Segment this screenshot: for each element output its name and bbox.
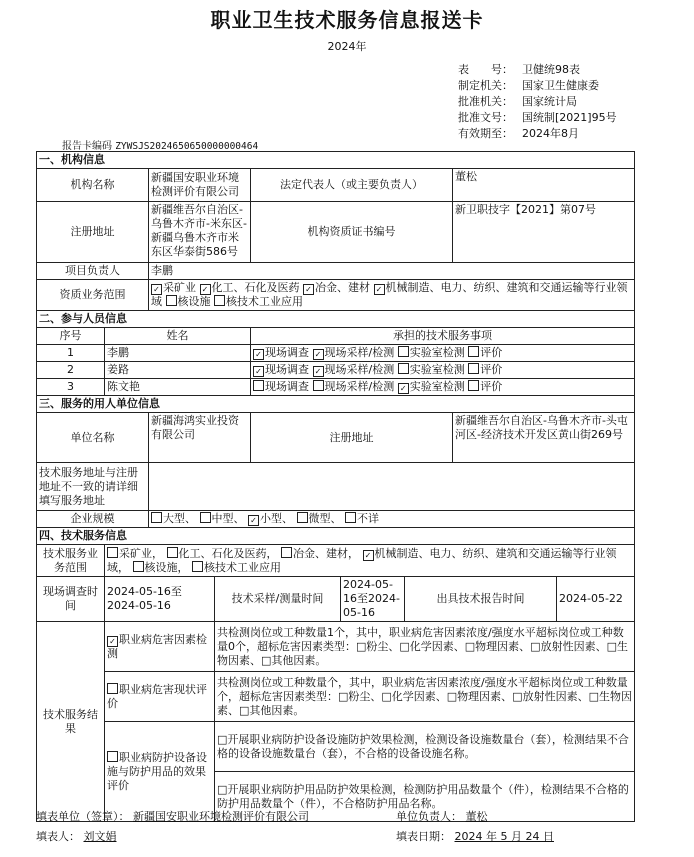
meta-key: 制定机关： [458,79,513,92]
reg-address: 新疆维吾尔自治区-乌鲁木齐市-米东区-新疆乌鲁木齐市米东区华泰街586号 [149,202,251,263]
scope-item [166,295,211,308]
checkbox-icon[interactable] [200,284,211,295]
staff-name: 李鹏 [105,345,251,362]
size-option: 小型 [260,512,282,525]
scope-item-label: 核技术工业应用 [226,295,303,308]
task-label: 评价 [480,363,503,376]
date-value: 2024 年 5 月 24 日 [454,830,554,843]
meta-value: 2024年8月 [522,127,579,140]
reg-address-label: 注册地址 [37,202,149,263]
staff-tasks [251,362,635,379]
report-card-table [36,151,635,822]
meta-value: 国家统计局 [522,95,577,108]
task-label: 实验室检测 [409,363,465,376]
task-label: 现场调查 [265,363,309,376]
checkbox-icon[interactable] [151,284,162,295]
result-detection: 共检测岗位或工种数量1个，其中，职业病危害因素浓度/强度水平超标岗位或工种数量0个，超标危害因素类型：□粉尘、□化学因素、□物理因素、□放射性因素、□生物因素、□其他因素。 [215,622,635,672]
size-option: 微型 [308,512,331,525]
meta-key: 批准机关： [458,95,513,108]
checkbox-icon[interactable] [133,561,144,572]
size-option: 不详 [357,512,379,525]
task-label: 评价 [480,380,503,393]
employer-name-label: 单位名称 [37,413,149,463]
staff-no: 3 [37,379,105,396]
staff-row [37,345,635,362]
checkbox-icon[interactable] [468,346,479,357]
staff-name: 姜路 [105,362,251,379]
scope-item [214,295,303,308]
staff-row [37,379,635,396]
checkbox-icon[interactable] [253,380,264,391]
project-manager: 李鹏 [149,263,635,280]
result-assessment-label [105,672,215,722]
result-detection-label [105,622,215,672]
staff-name: 陈文艳 [105,379,251,396]
result-label: 技术服务结果 [37,622,105,822]
page-title: 职业卫生技术服务信息报送卡 [210,8,484,32]
result-assessment: 共检测岗位或工种数量个，其中，职业病危害因素浓度/强度水平超标岗位或工种数量个，超标危害因素类型：□粉尘、□化学因素、□物理因素、□放射性因素、□生物因素、□其他因素。 [215,672,635,722]
staff-no: 1 [37,345,105,362]
legal-rep: 董松 [453,169,635,202]
checkbox-icon[interactable] [363,550,374,561]
result-protection-gear: □开展职业病防护用品防护效果检测，检测防护用品数量个（件），检测结果不合格的防护用品数量个（件），不合格防护用品名称。 [215,772,635,822]
checkbox-icon[interactable] [107,683,118,694]
checkbox-icon[interactable] [192,561,203,572]
scope-item-label: 冶金、建材 [315,281,370,294]
scope-item [151,281,196,294]
service-address-label: 技术服务地址与注册地址不一致的请详细填写服务地址 [37,463,149,511]
task-label: 现场采样/检测 [324,363,395,376]
footer-head [396,808,488,824]
result-protection-equipment: □开展职业病防护设备设施防护效果检测，检测设备设施数量台（套），检测结果不合格的设备设施数量台（套），不合格的设备设施名称。 [215,722,635,772]
service-scope: 采矿业， 化工、石化及医药， 冶金、建材， ✓机械制造、电力、纺织、建筑和交通运输等行业领域， 核设施， 核技术工业应用 [105,545,635,577]
checkbox-icon[interactable] [345,512,356,523]
legal-rep-label: 法定代表人（或主要负责人） [251,169,453,202]
checkbox-icon[interactable] [313,366,324,377]
scope-item [200,281,300,294]
section-4-heading: 四、技术服务信息 [37,528,635,545]
report-time: 2024-05-22 [557,577,635,622]
scope-item-label: 采矿业 [163,281,196,294]
meta-key: 有效期至： [458,127,513,140]
checkbox-icon[interactable] [398,383,409,394]
filler-label: 填表人： [36,830,80,843]
checkbox-icon[interactable] [468,363,479,374]
scope-item-label: 冶金、建材 [293,546,348,560]
cert-label: 机构资质证书编号 [251,202,453,263]
task-label: 评价 [480,346,503,359]
sampling-time-label: 技术采样/测量时间 [215,577,341,622]
checkbox-icon[interactable] [107,547,118,558]
result-protection-label [105,722,215,822]
scope-item-label: 核技术工业应用 [204,560,281,574]
checkbox-icon[interactable] [313,349,324,360]
scope-item-label: 核设施 [144,560,178,574]
checkbox-icon[interactable] [151,512,162,523]
report-code-value: ZYWSJS2024650650000000464 [115,141,259,152]
staff-no: 2 [37,362,105,379]
checkbox-icon[interactable] [166,295,177,306]
service-scope-label: 技术服务业务范围 [37,545,105,577]
qualification-scope [149,280,635,311]
employer-address-label: 注册地址 [251,413,453,463]
checkbox-icon[interactable] [281,547,292,558]
meta-value: 卫健统98表 [522,63,580,76]
report-code-label: 报告卡编码 [62,141,112,152]
section-1-heading: 一、机构信息 [37,152,635,169]
meta-key: 表 号： [458,63,513,76]
task-label: 现场采样/检测 [324,346,395,359]
sampling-time: 2024-05-16至2024-05-16 [341,577,405,622]
employer-name: 新疆海鸿实业投资有限公司 [149,413,251,463]
report-code [62,137,258,152]
checkbox-icon[interactable] [468,380,479,391]
survey-time: 2024-05-16至2024-05-16 [105,577,215,622]
scope-item [303,281,370,294]
scope-label: 资质业务范围 [37,280,149,311]
org-name-label: 机构名称 [37,169,149,202]
enterprise-size: 大型、 中型、 ✓小型、 微型、 不详 [149,511,635,528]
checkbox-icon[interactable] [297,512,308,523]
footer-date [396,828,554,844]
task-label: 实验室检测 [409,346,465,359]
date-label: 填表日期： [396,830,451,843]
col-name-header: 姓名 [105,328,251,345]
checkbox-icon[interactable] [107,751,118,762]
head-label: 单位负责人： [396,810,462,823]
scope-item-label: 化工、石化及医药 [178,546,267,560]
checkbox-icon[interactable] [398,363,409,374]
pm-label: 项目负责人 [37,263,149,280]
staff-row [37,362,635,379]
section-3-heading: 三、服务的用人单位信息 [37,396,635,413]
checkbox-icon[interactable] [214,295,225,306]
footer-filler [36,828,117,844]
checkbox-icon[interactable] [303,284,314,295]
report-year: 2024年 [327,40,367,53]
col-no-header: 序号 [37,328,105,345]
head-value: 董松 [465,810,488,823]
checkbox-icon[interactable] [248,515,259,526]
checkbox-icon[interactable] [200,512,211,523]
staff-tasks [251,345,635,362]
meta-value: 国统制[2021]95号 [522,111,617,124]
section-2-heading: 二、参与人员信息 [37,311,635,328]
size-label: 企业规模 [37,511,149,528]
result-type-label: 职业病防护设备设施与防护用品的效果评价 [107,750,207,792]
size-option: 大型 [163,512,185,525]
form-meta-block [458,62,617,142]
meta-key: 批准文号： [458,111,513,124]
size-option: 中型 [211,512,234,525]
result-type-label: 职业病危害因素检测 [107,632,207,660]
checkbox-icon[interactable] [313,380,324,391]
cert-number: 新卫职技字【2021】第07号 [453,202,635,263]
scope-item-label: 采矿业 [119,546,152,560]
report-time-label: 出具技术报告时间 [405,577,557,622]
unit-label: 填表单位（签章）： [36,810,130,823]
task-label: 现场调查 [265,380,309,393]
scope-item-label: 机械制造、电力、纺织、建筑和交通运输等行业领域 [107,546,617,574]
checkbox-icon[interactable] [167,547,178,558]
unit-value: 新疆国安职业环境检测评价有限公司 [133,810,309,823]
scope-item-label: 核设施 [177,295,211,308]
scope-item-label: 机械制造、电力、纺织、建筑和交通运输等行业领域 [151,281,628,308]
scope-item-label: 化工、石化及医药 [211,281,300,294]
task-label: 现场调查 [265,346,309,359]
footer-unit [36,808,309,824]
result-type-label: 职业病危害现状评价 [107,682,207,710]
task-label: 现场采样/检测 [324,380,395,393]
service-address [149,463,635,511]
task-label: 实验室检测 [409,380,465,393]
checkbox-icon[interactable] [253,366,264,377]
filler-value: 刘文娟 [83,830,117,843]
employer-address: 新疆维吾尔自治区-乌鲁木齐市-头屯河区-经济技术开发区黄山街269号 [453,413,635,463]
checkbox-icon[interactable] [398,346,409,357]
checkbox-icon[interactable] [253,349,264,360]
meta-value: 国家卫生健康委 [522,79,599,92]
col-task-header: 承担的技术服务事项 [251,328,635,345]
org-name: 新疆国安职业环境检测评价有限公司 [149,169,251,202]
staff-tasks [251,379,635,396]
checkbox-icon[interactable] [107,636,118,647]
checkbox-icon[interactable] [374,284,385,295]
survey-time-label: 现场调查时间 [37,577,105,622]
